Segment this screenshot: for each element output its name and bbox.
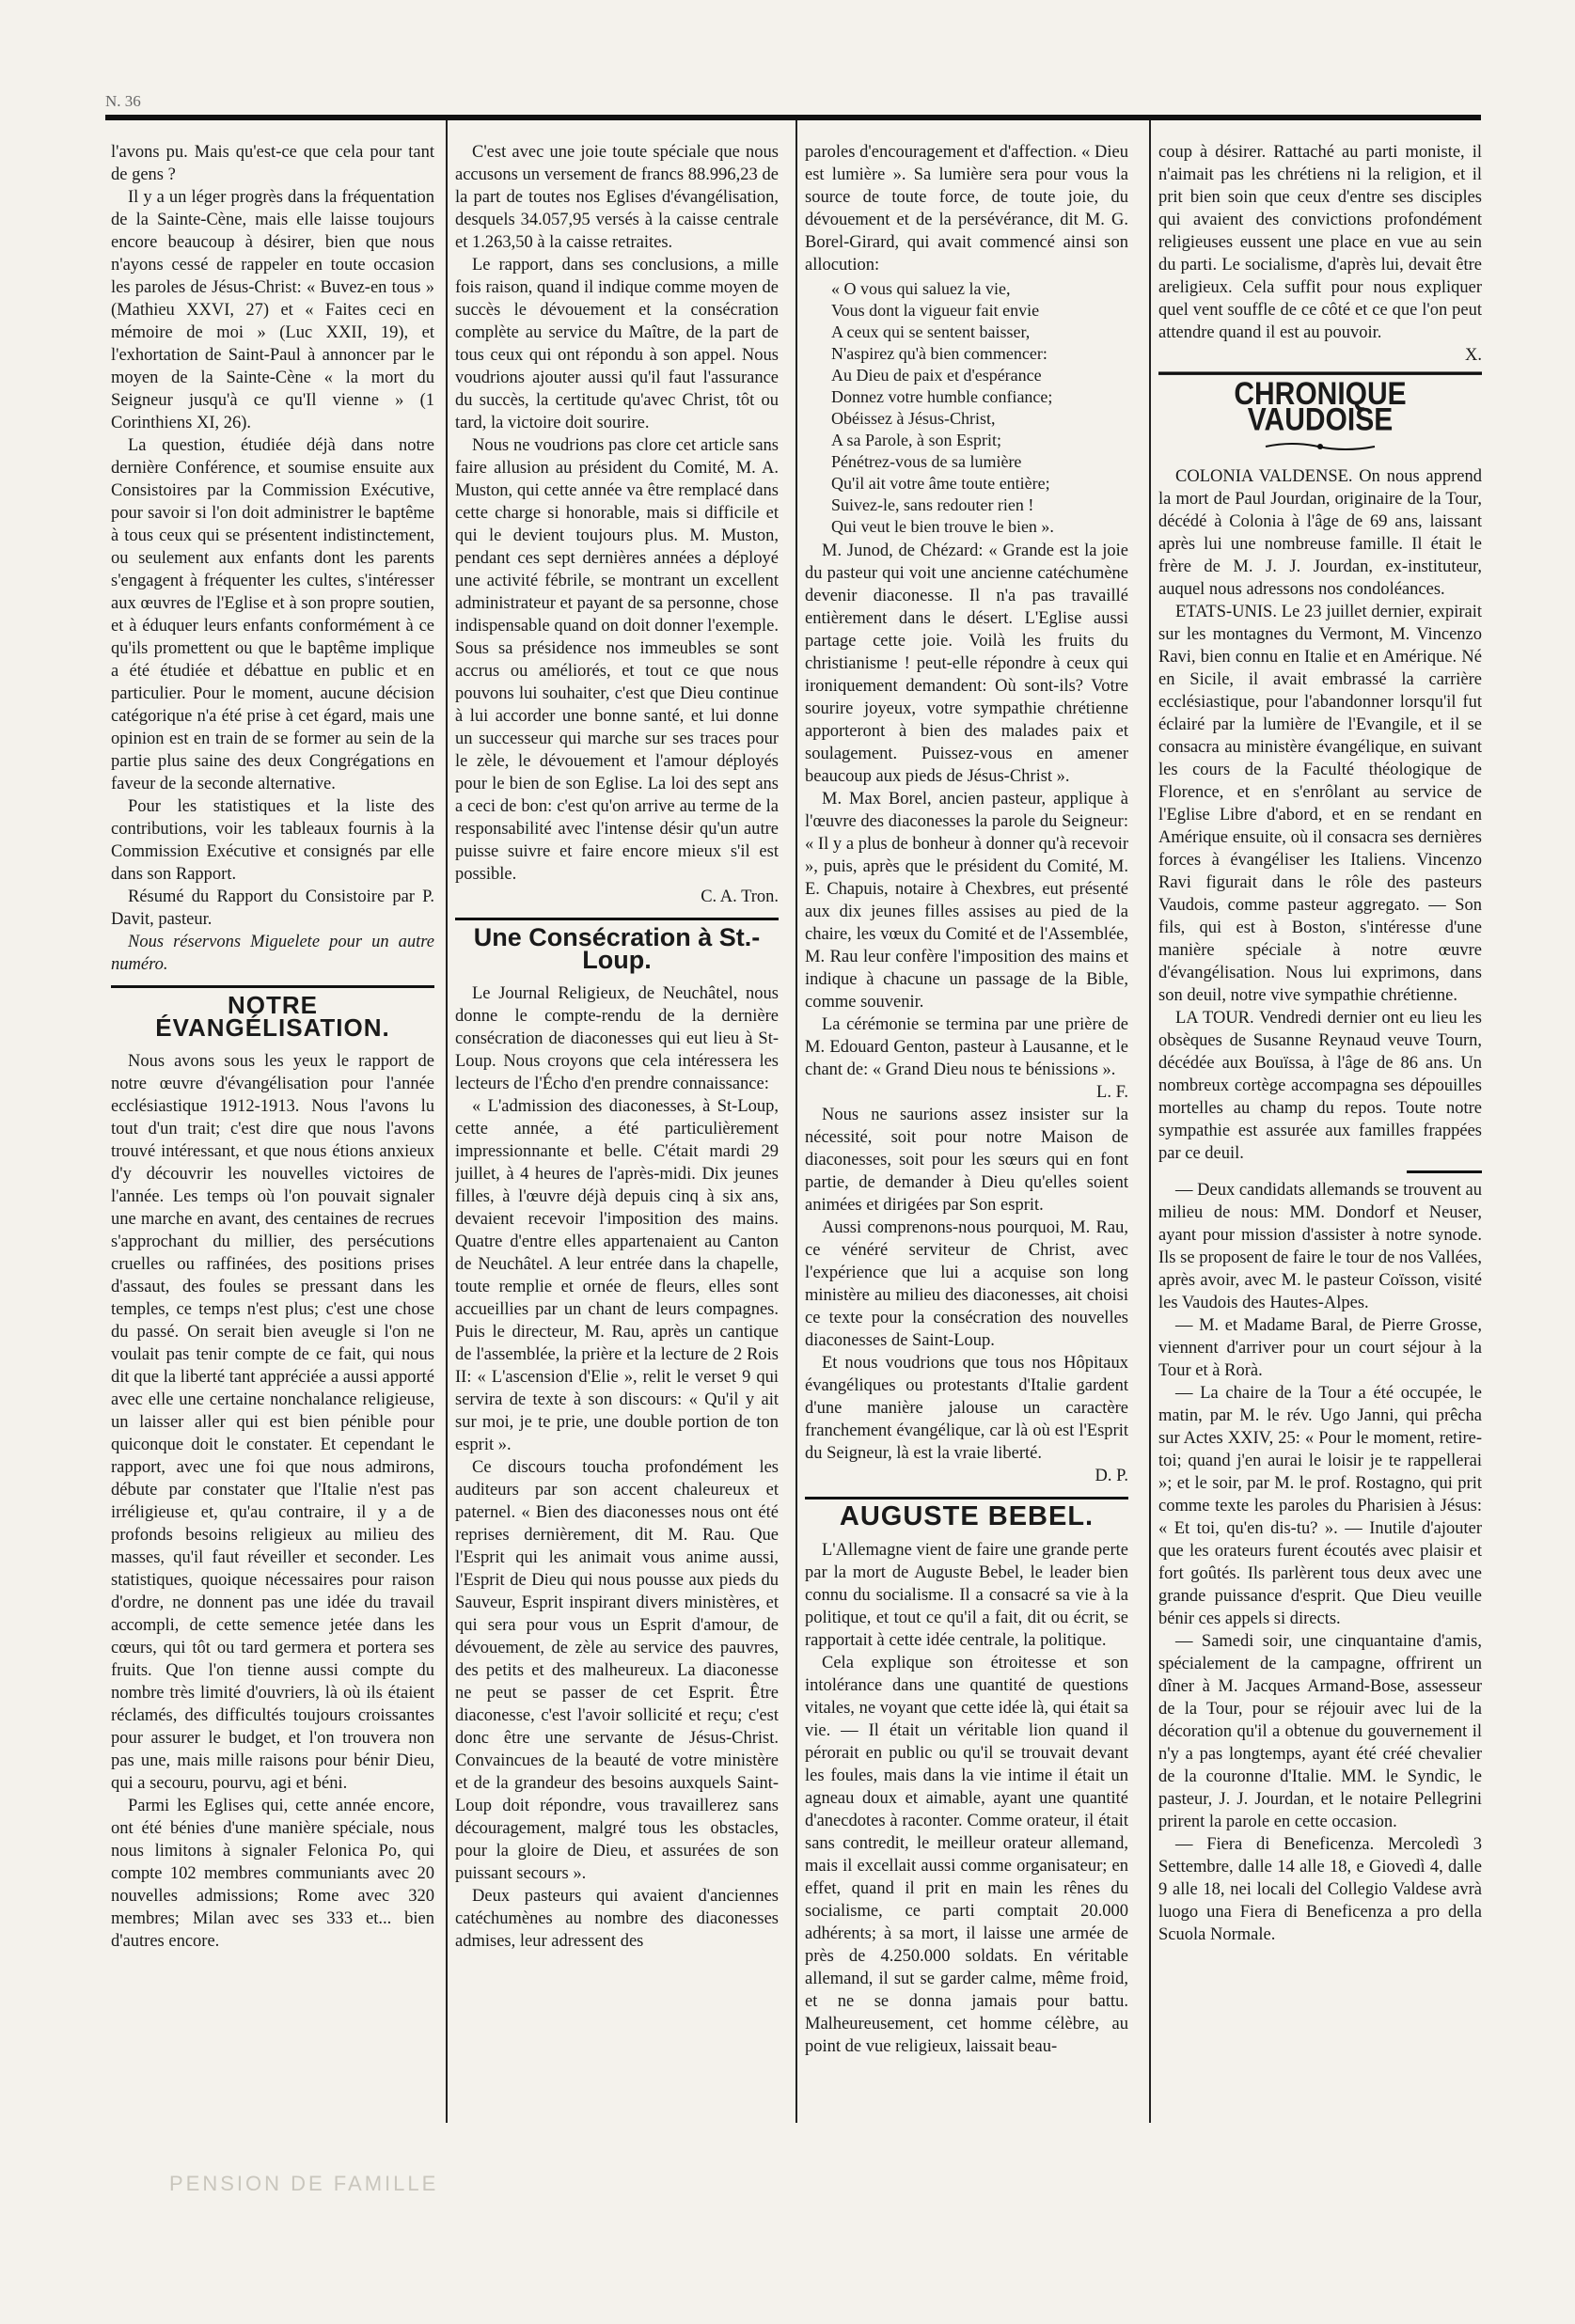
poem-line: Donnez votre humble confiance;	[831, 387, 1053, 406]
paragraph: Résumé du Rapport du Consistoire par P. Davit, pasteur.	[111, 887, 434, 929]
poem-line: A ceux qui se sentent baisser,	[831, 322, 1031, 341]
poem-line: Obéissez à Jésus-Christ,	[831, 409, 996, 428]
signature: C. A. Tron.	[701, 887, 779, 906]
paragraph: coup à désirer. Rattaché au parti moniste, il n'aimait pas les chrétiens ni la religion, et il prit bien soin que ceux d'entre ses disciples qui avaient des convictions profondément religieuses eussent une place en vue au sein du parti. Le socialisme, d'après lui, devait être areligieux. Cela suffit pour nous expliquer quel vent souffle de ce côté et ce que l'on peut attendre quand il est au pouvoir.	[1158, 143, 1482, 342]
column-rule	[1149, 120, 1151, 2123]
column-rule	[446, 120, 448, 2123]
poem-line: A sa Parole, à son Esprit;	[831, 431, 1001, 449]
paragraph: l'avons pu. Mais qu'est-ce que cela pour tant de gens ?	[111, 143, 434, 184]
poem-line: Qu'il ait votre âme toute entière;	[831, 474, 1050, 493]
paragraph: L'Allemagne vient de faire une grande perte par la mort de Auguste Bebel, le leader bien connu du socialisme. Il a consacré sa vie à la politique, et tout ce qu'il a fait, dit ou écrit, se rapportait à cette idée centrale, la politique.	[805, 1541, 1128, 1650]
paragraph: — Deux candidats allemands se trouvent au milieu de nous: MM. Dondorf et Neuser, ayant pour mission d'assister à notre synode. Ils se proposent de faire le tour de nos Vallées, après avoir, avec M. le pasteur Coïsson, visité les Vaudois des Hautes-Alpes.	[1158, 1181, 1482, 1312]
paragraph: M. Max Borel, ancien pasteur, applique à l'œuvre des diaconesses la parole du Seigneur: « Il y a plus de bonheur à donner qu'à recevoir », puis, après que le président du Comité, M. E. Chapuis, notaire à Chexbres, eut présenté aux dix jeunes filles assises au pied de la chaire, les vœux du Comité et de l'Assemblée, M. Rau leur confère l'imposition des mains et indique à chacune un passage de la Bible, comme souvenir.	[805, 790, 1128, 1012]
paragraph: COLONIA VALDENSE. On nous apprend la mort de Paul Jourdan, originaire de la Tour, décédé à Colonia à l'âge de 69 ans, laissant après lui une nombreuse famille. Il était le frère de M. J. J. Jourdan, ex-instituteur, auquel nous adressons nos condoléances.	[1158, 467, 1482, 599]
paragraph: Il y a un léger progrès dans la fréquentation de la Sainte-Cène, mais elle laisse toujours encore beaucoup à désirer, bien que nous n'ayons cessé de rappeler en toute occasion les paroles de Jésus-Christ: « Buvez-en tous » (Mathieu XXVI, 27) et « Faites ceci en mémoire de moi » (Luc XXII, 19), et l'exhortation de Saint-Paul à annoncer par le moyen de la Sainte-Cène « la mort du Seigneur jusqu'à ce qu'Il vienne » (1 Corinthiens XI, 26).	[111, 188, 434, 432]
top-rule	[105, 115, 1481, 120]
paragraph: La question, étudiée déjà dans notre dernière Conférence, et soumise ensuite aux Consistoires par la Commission Exécutive, pour savoir si l'on doit administrer le baptême à tous ceux qui se présentent indistinctement, ou seulement aux enfants dont les parents s'engagent à fréquenter les cultes, s'intéresser aux œuvres de l'Eglise et à son propre soutien, et à éduquer leurs enfants conformément à ce qu'ils promettent ou que le baptême implique a été étudiée et débattue en public et en particulier. Pour le moment, aucune décision catégorique n'a été prise à cet égard, mais une opinion est en train de se former au sein de la partie plus saine des deux Congrégations en faveur de la seconde alternative.	[111, 436, 434, 793]
poem-line: Au Dieu de paix et d'espérance	[831, 366, 1042, 385]
poem-line: Suivez-le, sans redouter rien !	[831, 495, 1034, 514]
poem-line: Vous dont la vigueur fait envie	[831, 301, 1040, 320]
paragraph: Nous ne saurions assez insister sur la nécessité, soit pour notre Maison de diaconesses, soit pour les sœurs qui en font partie, de demander à Dieu qu'elles soient animées et dirigées par Son esprit.	[805, 1106, 1128, 1215]
paragraph: — Fiera di Beneficenza. Mercoledì 3 Settembre, dalle 14 alle 18, e Giovedì 4, dalle 9 alle 18, nei locali del Collegio Valdese avrà luogo una Fiera di Beneficenza a pro della Scuola Normale.	[1158, 1835, 1482, 1944]
paragraph: — M. et Madame Baral, de Pierre Grosse, viennent d'arriver pour un court séjour à la Tour et à Rorà.	[1158, 1316, 1482, 1380]
paragraph: ETATS-UNIS. Le 23 juillet dernier, expirait sur les montagnes du Vermont, M. Vincenzo Ravi, bien connu en Italie et en Amérique. Né en Sicile, il avait embrassé la carrière ecclésiastique, pour l'abandonner lorsqu'il fut éclairé par la lumière de l'Evangile, et il se consacra au ministère évangélique, en suivant les cours de la Faculté théologique de Florence, et en s'enrôlant au service de l'Eglise Libre d'abord, et en se rendant en Amérique ensuite, où il consacra ses dernières forces à évangéliser les Italiens. Vincenzo Ravi figurait dans le rôle des pasteurs Vaudois, comme pasteur aggregato. — Son fils, qui est à Boston, s'intéresse d'une manière spéciale à notre œuvre d'évangélisation. Nous lui exprimons, dans son deuil, notre vive sympathie chrétienne.	[1158, 603, 1482, 1005]
signature: L. F.	[1096, 1083, 1128, 1102]
running-header	[105, 90, 1481, 113]
page-number: N. 36	[105, 92, 141, 110]
column-3	[805, 141, 1128, 2134]
paragraph: Deux pasteurs qui avaient d'anciennes catéchumènes au nombre des diaconesses admises, leur adressent des	[455, 1887, 779, 1951]
poem-line: Qui veut le bien trouve le bien ».	[831, 517, 1054, 536]
ornament-icon	[1158, 437, 1482, 460]
section-heading-evangelisation: NOTRE ÉVANGÉLISATION.	[111, 985, 434, 1043]
column-1	[111, 141, 434, 2134]
editor-note: Nous réservons Miguelete pour un autre numéro.	[111, 933, 434, 974]
paragraph: LA TOUR. Vendredi dernier ont eu lieu les obsèques de Susanne Reynaud veuve Tourn, décédée aux Bouïssa, à l'âge de 86 ans. Un nombreux cortège accompagna ses dépouilles mortelles au champ du repos. Toute notre sympathie est assurée aux familles frappées par ce deuil.	[1158, 1009, 1482, 1163]
paragraph: Nous avons sous les yeux le rapport de notre œuvre d'évangélisation pour l'année ecclésiastique 1912-1913. Nous l'avons lu tout d'un trait; c'est dire que nous l'avons trouvé intéressant, et que nous étions anxieux d'y découvrir les nouvelles victoires de l'année. Les temps où l'on pouvait signaler une marche en avant, des centaines de recrues s'approchant du millier, des persécutions cruelles ou raffinées, des positions prises d'assaut, des foules se pressant dans les temples, ce temps n'est plus; c'est une chose du passé. On serait bien aveugle si l'on ne voulait pas tenir compte de ce fait, qui nous dit que la liberté tant appréciée a aussi apporté avec elle une certaine nonchalance religieuse, un laisser aller qui est bien pénible pour quiconque doit le constater. Et cependant le rapport, avec une foi que nous admirons, débute par constater que l'Italie n'est pas irréligieuse et, qu'au contraire, il y a de profonds besoins religieux au milieu des masses, qu'il faut réveiller et seconder. Les statistiques, quoique nécessaires pour raison d'ordre, ne donnent pas une idée du travail accompli, de cette semence jetée dans les cœurs, qui tôt ou tard germera et portera ses fruits. Que l'on tienne aussi compte du nombre très limité d'ouvriers, là où ils étaient réclamés, des difficultés toujours croissantes pour assurer le budget, et l'on trouvera non pas une, mais mille raisons pour bénir Dieu, qui a secouru, pourvu, agi et béni.	[111, 1052, 434, 1793]
paragraph: Ce discours toucha profondément les auditeurs par son accent chaleureux et paternel. « Bien des diaconesses nous ont été reprises dernièrement, dit M. Rau. Que l'Esprit qui les animait vous anime aussi, l'Esprit de Dieu qui nous pousse aux pieds du Sauveur, Esprit inspirant divers ministères, et qui sera pour vous un Esprit d'amour, de dévouement, de zèle au service des pauvres, des petits et des malheureux. La diaconesse ne peut se passer de cet Esprit. Être diaconesse, c'est l'avoir sollicité et reçu; c'est donc être une servante de Jésus-Christ. Convaincues de la beauté de votre ministère et de la grandeur des besoins auxquels Saint-Loup doit répondre, vous travaillerez sans découragement, malgré tous les obstacles, pour la gloire de Dieu, et assurées de son puissant secours ».	[455, 1458, 779, 1883]
column-rule	[795, 120, 797, 2123]
paragraph: Aussi comprenons-nous pourquoi, M. Rau, ce vénéré serviteur de Christ, avec l'expérience que lui a acquise son long ministère au milieu des diaconesses, ait choisi ce texte pour la consécration des nouvelles diaconesses de Saint-Loup.	[805, 1218, 1128, 1350]
paragraph: Nous ne voudrions pas clore cet article sans faire allusion au président du Comité, M. A. Muston, qui cette année va être remplacé dans cette charge si honorable, mais si difficile et qui le devient toujours plus. M. Muston, pendant ces sept dernières années a déployé une activité fébrile, se montrant un excellent administrateur et payant de sa personne, chose indispensable quand on doit donner l'exemple. Sous sa présidence nos immeubles se sont accrus ou améliorés, et tout ce que nous pouvons lui souhaiter, c'est que Dieu continue à lui accorder une bonne santé, et lui donne un successeur qui marche sur ses traces pour le zèle, le dévouement et l'amour déployés pour le bien de son Eglise. La loi des sept ans a ceci de bon: c'est qu'on arrive au terme de la responsabilité avec l'intense désir qu'un autre puisse suivre et faire encore mieux s'il est possible.	[455, 436, 779, 884]
poem-line: Pénétrez-vous de sa lumière	[831, 452, 1022, 471]
signature: X.	[1465, 346, 1482, 365]
section-heading-bebel: AUGUSTE BEBEL.	[805, 1497, 1128, 1531]
paragraph: paroles d'encouragement et d'affection. « Dieu est lumière ». Sa lumière sera pour vous la source de toute force, de toute joie, du dévouement et de la persévérance, dit M. G. Borel-Girard, qui avait commencé ainsi son allocution:	[805, 143, 1128, 275]
show-through-text: PENSION DE FAMILLE	[169, 2172, 439, 2195]
paragraph: Le rapport, dans ses conclusions, a mille fois raison, quand il indique comme moyen de succès le dévouement et la consécration complète au service du Maître, de la part de tous ceux qui ont répondu à son appel. Nous voudrions ajouter aussi qu'il faut l'assurance du succès, la certitude qu'avec Christ, tôt ou tard, la victoire doit sourire.	[455, 256, 779, 432]
section-heading-consecration: Une Consécration à St.-Loup.	[455, 918, 779, 975]
paragraph: C'est avec une joie toute spéciale que nous accusons un versement de francs 88.996,23 de la part de toutes nos Eglises d'évangélisation, desquels 34.057,95 versés à la caisse centrale et 1.263,50 à la caisse retraites.	[455, 143, 779, 252]
paragraph: Pour les statistiques et la liste des contributions, voir les tableaux fournis à la Commission Exécutive et consignés par elle dans son Rapport.	[111, 797, 434, 884]
paragraph: Parmi les Eglises qui, cette année encore, ont été bénies d'une manière spéciale, nous nous limitons à signaler Felonica Po, qui compte 102 membres communiants avec 20 nouvelles admissions; Rome avec 320 membres; Milan avec ses 333 et... bien d'autres encore.	[111, 1797, 434, 1951]
paragraph: — Samedi soir, une cinquantaine d'amis, spécialement de la campagne, offrirent un dîner à M. Jacques Armand-Bose, assesseur de la Tour, pour se réjouir avec lui de la décoration qu'il a obtenue du gouvernement il n'y a pas longtemps, ayant été créé chevalier de la couronne d'Italie. MM. le Syndic, le pasteur, J. J. Jourdan, et le notaire Pellegrini prirent la parole en cette occasion.	[1158, 1632, 1482, 1831]
divider	[1407, 1170, 1482, 1173]
column-4	[1158, 141, 1482, 2134]
paragraph: Cela explique son étroitesse et son intolérance dans une quantité de questions vitales, ne voyant que cette idée là, qui était sa vie. — Il était un véritable lion quand il pérorait en public ou qu'il se trouvait devant les foules, mais dans la vie intime il était un agneau doux et aimable, ayant une quantité d'anecdotes à raconter. Comme orateur, il était sans contredit, le meilleur orateur allemand, mais il excellait aussi comme organisateur; en effet, quand il prit en main les rênes du socialisme, ce parti comptait 20.000 adhérents; à sa mort, il laisse une armée de près de 4.250.000 soldats. En véritable allemand, il sut se garder calme, même froid, et ne se donna jamais pour battu. Malheureusement, cet homme célèbre, au point de vue religieux, laissait beau-	[805, 1654, 1128, 2056]
paragraph: La cérémonie se termina par une prière de M. Edouard Genton, pasteur à Lausanne, et le chant de: « Grand Dieu nous te bénissions ».	[805, 1015, 1128, 1079]
poem-line: N'aspirez qu'à bien commencer:	[831, 344, 1047, 363]
paragraph: Et nous voudrions que tous nos Hôpitaux évangéliques ou protestants d'Italie gardent d'une manière jalouse un caractère franchement évangélique, car là où est l'Esprit du Seigneur, là est la vraie liberté.	[805, 1354, 1128, 1463]
paragraph: — La chaire de la Tour a été occupée, le matin, par M. le rév. Ugo Janni, qui prêcha sur Actes XXIV, 25: « Pour le moment, retire-toi; quand j'en aurai le loisir je te rappellerai »; et le soir, par M. le prof. Rostagno, qui prit comme texte les paroles du Pharisien à Jésus: « Et toi, qu'en dis-tu? ». — Inutile d'ajouter que les orateurs furent écoutés avec plaisir et fort goûtés. Ils parlèrent tous deux avec une grande puissance d'esprit. Que Dieu veuille bénir ces appels si directs.	[1158, 1384, 1482, 1628]
paragraph: Le Journal Religieux, de Neuchâtel, nous donne le compte-rendu de la dernière consécration de diaconesses qui eut lieu à St-Loup. Nous croyons que cela intéressera les lecteurs de l'Écho d'en prendre connaissance:	[455, 984, 779, 1093]
section-heading-chronique: CHRONIQUE VAUDOISE	[1158, 371, 1482, 437]
poem-line: « O vous qui saluez la vie,	[831, 279, 1011, 298]
paragraph: « L'admission des diaconesses, à St-Loup, cette année, a été particulièrement impressionnante et belle. C'était mardi 29 juillet, à 4 heures de l'après-midi. Dix jeunes filles, à l'œuvre déjà depuis cinq à six ans, devaient recevoir l'imposition des mains. Quatre d'entre elles appartenaient au Canton de Neuchâtel. A leur entrée dans la chapelle, toute remplie et ornée de fleurs, elles sont accueillies par un chant de leurs compagnes. Puis le directeur, M. Rau, après un cantique de l'assemblée, la prière et la lecture de 2 Rois II: « L'ascension d'Elie », relit le verset 9 qui servira de texte à son discours: « Qu'il y ait sur moi, je te prie, une double portion de ton esprit ».	[455, 1097, 779, 1454]
column-2	[455, 141, 779, 2134]
signature: D. P.	[1095, 1467, 1128, 1485]
poem	[831, 278, 1128, 538]
paragraph: M. Junod, de Chézard: « Grande est la joie du pasteur qui voit une ancienne catéchumène devenir diaconesse. Il n'a pas travaillé entièrement dans le désert. L'Eglise aussi partage cette joie. Voilà les fruits du christianisme ! peut-elle répondre à ceux qui ironiquement demandent: Où sont-ils? Votre sourire joyeux, votre sympathie chrétienne apporteront à bien des malades paix et soulagement. Puissez-vous en amener beaucoup aux pieds de Jésus-Christ ».	[805, 542, 1128, 786]
